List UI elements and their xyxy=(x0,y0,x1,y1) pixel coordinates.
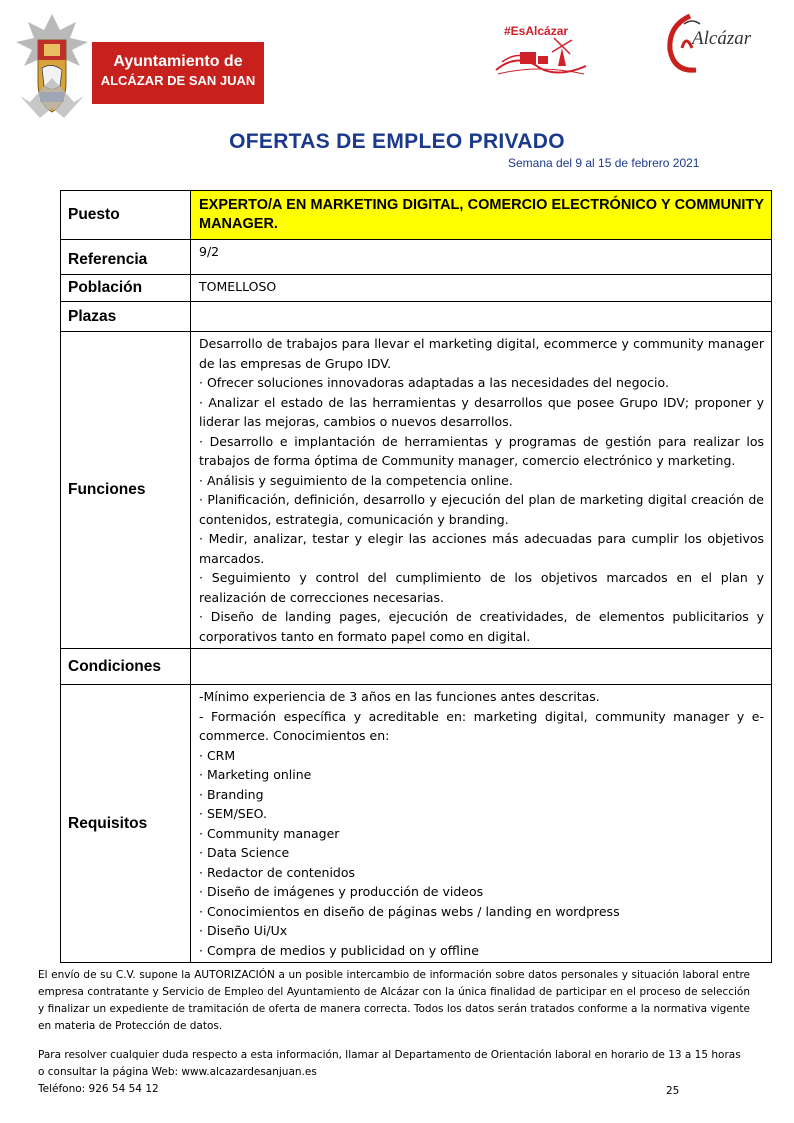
row-poblacion xyxy=(61,275,772,302)
esalcazar-logo xyxy=(488,22,593,82)
ayuntamiento-name-box xyxy=(92,42,264,104)
referencia-label: Referencia xyxy=(61,240,191,275)
funcion-item: · Analizar el estado de las herramientas y desarrollos que posee Grupo IDV; proponer y liderar las mejoras, cambios o nuevos desarrollos. xyxy=(199,394,764,429)
ayuntamiento-logo xyxy=(14,12,264,120)
brand-name: Alcázar xyxy=(692,28,752,49)
hashtag-text: #EsAlcázar xyxy=(504,24,569,38)
requisito-item: · Marketing online xyxy=(199,767,312,782)
legal-notice: El envío de su C.V. supone la AUTORIZACIÓN a un posible intercambio de información sobre datos personales y situación laboral entre empresa contratante y Servicio de Empleo del Ayuntamiento de Alcázar con la única finalidad de participar en el proceso de selección y finalizar un expediente de tramitación de oferta de manera correcta. Todos los datos serán tratados conforme a la normativa vigente en materia de Protección de datos. xyxy=(38,969,750,1032)
row-referencia xyxy=(61,240,772,275)
referencia-value: 9/2 xyxy=(191,240,772,275)
funcion-item: · Planificación, definición, desarrollo y ejecución del plan de marketing digital creación de contenidos, estrategia, comunicación y branding. xyxy=(199,492,764,527)
plazas-value xyxy=(191,302,772,332)
row-funciones xyxy=(61,332,772,649)
requisito-item: · Redactor de contenidos xyxy=(199,864,356,880)
poblacion-label: Población xyxy=(61,275,191,302)
alcazar-brand-logo xyxy=(662,10,772,80)
funcion-item: · Desarrollo e implantación de herramientas y programas de gestión para realizar los trabajos de forma óptima de Community manager, comercio electrónico y marketing. xyxy=(199,433,764,468)
requisito-item: · Branding xyxy=(199,786,264,802)
requisitos-label: Requisitos xyxy=(61,685,191,963)
requisito-item: · Community manager xyxy=(199,825,340,841)
contact-info xyxy=(38,1047,750,1098)
page-number: 25 xyxy=(666,1085,680,1097)
requisito-item: · Diseño de imágenes y producción de videos xyxy=(199,884,484,899)
requisito-intro: - Formación específica y acreditable en: marketing digital, community manager y e-commerce. Conocimientos en: xyxy=(199,708,764,743)
ayuntamiento-line2: ALCÁZAR DE SAN JUAN xyxy=(100,73,256,88)
page-title: OFERTAS DE EMPLEO PRIVADO xyxy=(229,130,565,153)
row-puesto xyxy=(61,191,772,240)
requisitos-value xyxy=(191,685,772,963)
poblacion-value: TOMELLOSO xyxy=(191,275,772,302)
row-requisitos xyxy=(61,685,772,963)
puesto-label: Puesto xyxy=(61,191,191,240)
page-header xyxy=(0,0,794,125)
funcion-item: · Ofrecer soluciones innovadoras adaptadas a las necesidades del negocio. xyxy=(199,375,669,390)
plazas-label: Plazas xyxy=(61,302,191,332)
requisito-item: · Data Science xyxy=(199,845,290,860)
condiciones-label: Condiciones xyxy=(61,649,191,685)
condiciones-value xyxy=(191,649,772,685)
funciones-value xyxy=(191,332,772,649)
ayuntamiento-line1: Ayuntamiento de xyxy=(113,53,243,70)
row-plazas xyxy=(61,302,772,332)
windmill-icon xyxy=(488,22,593,82)
job-offer-table xyxy=(60,190,772,963)
requisito-item: · Compra de medios y publicidad on y offline xyxy=(199,942,479,958)
requisito-item: · SEM/SEO. xyxy=(199,806,267,821)
week-range: Semana del 9 al 15 de febrero 2021 xyxy=(508,156,700,170)
row-condiciones xyxy=(61,649,772,685)
contact-text: Para resolver cualquier duda respecto a esta información, llamar al Departamento de Orientación laboral en horario de 13 a 15 horas o consultar la página Web: www.alcazardesanjuan.es xyxy=(38,1049,741,1078)
funcion-item: · Diseño de landing pages, ejecución de creatividades, de elementos publicitarios y corporativos tanto en formato papel como en digital. xyxy=(199,609,764,644)
funciones-label: Funciones xyxy=(61,332,191,649)
requisito-intro: -Mínimo experiencia de 3 años en las funciones antes descritas. xyxy=(199,689,600,704)
funcion-item: · Seguimiento y control del cumplimiento de los objetivos marcados en el plan y realización de correcciones necesarias. xyxy=(199,570,764,605)
phone-text: Teléfono: 926 54 54 12 xyxy=(38,1083,159,1095)
funcion-item: · Medir, analizar, testar y elegir las acciones más adecuadas para cumplir los objetivos marcados. xyxy=(199,531,764,566)
funcion-item: Desarrollo de trabajos para llevar el marketing digital, ecommerce y community manager de las empresas de Grupo IDV. xyxy=(199,336,764,371)
requisito-item: · Diseño Ui/Ux xyxy=(199,923,288,938)
funcion-item: · Análisis y seguimiento de la competencia online. xyxy=(199,472,513,488)
crest-icon xyxy=(14,12,90,120)
requisito-item: · CRM xyxy=(199,747,236,763)
puesto-value: EXPERTO/A EN MARKETING DIGITAL, COMERCIO ELECTRÓNICO Y COMMUNITY MANAGER. xyxy=(191,191,772,240)
requisito-item: · Conocimientos en diseño de páginas webs / landing en wordpress xyxy=(199,903,620,919)
